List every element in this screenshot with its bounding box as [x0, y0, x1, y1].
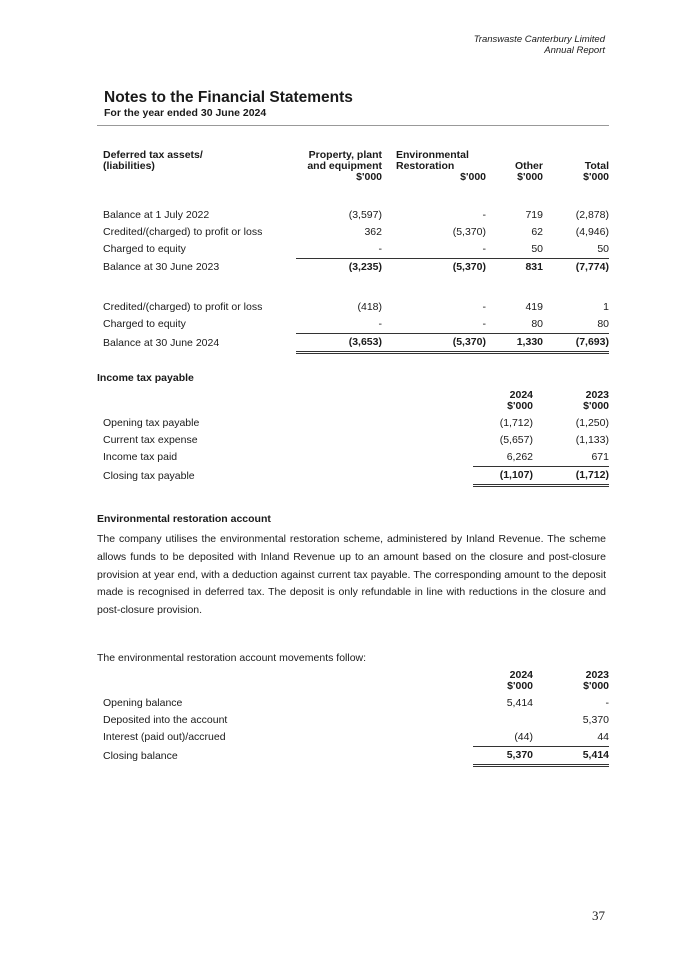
table-row	[103, 467, 609, 486]
total-value: 1	[603, 301, 609, 313]
env-value: (5,370)	[452, 226, 486, 238]
env-value: (5,370)	[452, 261, 486, 273]
other-value: 80	[486, 316, 543, 334]
ppe-value: -	[296, 316, 386, 334]
env-value: -	[386, 316, 486, 334]
row-label: Income tax paid	[103, 451, 178, 464]
other-value: 419	[525, 301, 543, 313]
env-restoration-heading: Environmental restoration account	[97, 513, 271, 525]
value-2023: (1,250)	[575, 417, 609, 429]
header-line: 2024	[509, 669, 533, 681]
income-tax-header-row	[103, 390, 609, 412]
report-header	[474, 34, 605, 56]
deferred-tax-header-row	[103, 150, 609, 190]
header-line: Total	[584, 160, 609, 172]
table-row	[103, 415, 609, 432]
env-value: -	[482, 209, 486, 221]
value-2023: 5,370	[582, 714, 609, 726]
header-line: $'000	[583, 171, 609, 183]
header-line: Environmental	[396, 149, 469, 161]
value-2023: 5,414	[533, 747, 609, 766]
page-subtitle: For the year ended 30 June 2024	[104, 107, 267, 119]
value-2023: 671	[533, 449, 609, 467]
ppe-value: (3,597)	[348, 209, 382, 221]
table-row	[103, 259, 609, 277]
header-line: $'000	[507, 680, 533, 692]
env-restoration-intro: The environmental restoration account movements follow:	[97, 652, 367, 664]
value-2023: 44	[533, 729, 609, 747]
other-value: 1,330	[486, 334, 543, 353]
value-2023: (1,133)	[575, 434, 609, 446]
deferred-tax-label-header	[103, 150, 296, 190]
header-line: Restoration	[396, 160, 455, 172]
table-row	[103, 747, 609, 766]
ppe-value: -	[296, 241, 386, 259]
page-title: Notes to the Financial Statements	[104, 89, 353, 106]
env-restoration-header-row	[103, 670, 609, 692]
row-label: Charged to equity	[103, 243, 186, 256]
table-row	[103, 334, 609, 353]
env-value: -	[482, 301, 486, 313]
year-2023-header	[533, 670, 609, 692]
env-restoration-table	[103, 670, 609, 767]
value-2024: 6,262	[473, 449, 533, 467]
table-row	[103, 449, 609, 467]
header-line: $'000	[583, 400, 609, 412]
value-2024: 5,370	[473, 747, 533, 766]
row-label: Interest (paid out)/accrued	[103, 731, 226, 744]
ppe-value: (418)	[357, 301, 382, 313]
ppe-value: (3,235)	[348, 261, 382, 273]
table-row	[103, 299, 609, 316]
table-row	[103, 712, 609, 729]
value-2024: (1,107)	[473, 467, 533, 486]
table-row	[103, 207, 609, 224]
title-divider	[97, 125, 609, 126]
value-2023: -	[605, 697, 609, 709]
other-value: 62	[531, 226, 543, 238]
header-line: $'000	[517, 171, 543, 183]
total-column-header	[543, 150, 609, 190]
year-2023-header	[533, 390, 609, 412]
row-label: Credited/(charged) to profit or loss	[103, 301, 263, 313]
value-2024: (5,657)	[499, 434, 533, 446]
value-2023: (1,712)	[533, 467, 609, 486]
header-line: Deferred tax assets/	[103, 149, 203, 161]
other-value: 719	[525, 209, 543, 221]
year-2024-header	[473, 670, 533, 692]
total-value: 80	[543, 316, 609, 334]
header-line: $'000	[356, 171, 382, 183]
other-value: 50	[486, 241, 543, 259]
total-value: (7,693)	[543, 334, 609, 353]
other-value: 831	[525, 261, 543, 273]
row-label: Opening tax payable	[103, 417, 200, 429]
value-2024: (44)	[473, 729, 533, 747]
ppe-value: (3,653)	[296, 334, 386, 353]
row-label: Balance at 30 June 2023	[103, 260, 220, 273]
year-2024-header	[473, 390, 533, 412]
other-column-header	[486, 150, 543, 190]
env-value: -	[386, 241, 486, 259]
income-tax-table	[103, 390, 609, 487]
value-2024	[473, 712, 533, 729]
header-line: 2023	[585, 389, 609, 401]
table-row	[103, 241, 609, 259]
header-line: $'000	[507, 400, 533, 412]
deferred-tax-table	[103, 150, 609, 354]
env-value: (5,370)	[386, 334, 486, 353]
income-tax-heading: Income tax payable	[97, 372, 194, 384]
row-label: Deposited into the account	[103, 714, 228, 726]
company-name: Transwaste Canterbury Limited	[473, 34, 605, 45]
value-2024: 5,414	[506, 697, 533, 709]
header-line: 2024	[509, 389, 533, 401]
table-row	[103, 432, 609, 449]
header-line: $'000	[460, 171, 486, 183]
total-value: (2,878)	[575, 209, 609, 221]
header-line: Property, plant	[308, 149, 382, 161]
row-label: Opening balance	[103, 697, 183, 709]
report-name: Annual Report	[544, 45, 605, 56]
table-row	[103, 729, 609, 747]
header-line: 2023	[585, 669, 609, 681]
table-row	[103, 224, 609, 241]
table-row	[103, 316, 609, 334]
table-row	[103, 695, 609, 712]
env-restoration-paragraph: The company utilises the environmental restoration scheme, administered by Inland Revenue. The scheme allows funds to be deposited with Inland Revenue up to an amount based on the closure and post-closure provision at year end, with a deduction against current tax payable. The corresponding amount to the deposit made is recognised in deferred tax. The deposit is only refundable in line with reductions in the closure and post-closure provision.	[97, 533, 606, 617]
header-line: (liabilities)	[103, 160, 155, 172]
row-label: Charged to equity	[103, 318, 186, 331]
total-value: 50	[543, 241, 609, 259]
total-value: (7,774)	[575, 261, 609, 273]
env-restoration-column-header	[386, 150, 486, 190]
ppe-value: 362	[364, 226, 382, 238]
row-label: Balance at 1 July 2022	[103, 209, 210, 221]
header-line: $'000	[583, 680, 609, 692]
row-label: Balance at 30 June 2024	[103, 336, 220, 349]
row-label: Current tax expense	[103, 434, 198, 446]
page-number: 37	[592, 908, 605, 923]
value-2024: (1,712)	[499, 417, 533, 429]
total-value: (4,946)	[575, 226, 609, 238]
ppe-column-header	[296, 150, 386, 190]
header-line: and equipment	[307, 160, 382, 172]
row-label: Closing balance	[103, 749, 178, 762]
row-label: Closing tax payable	[103, 469, 195, 482]
header-line: Other	[514, 160, 543, 172]
row-label: Credited/(charged) to profit or loss	[103, 226, 263, 238]
